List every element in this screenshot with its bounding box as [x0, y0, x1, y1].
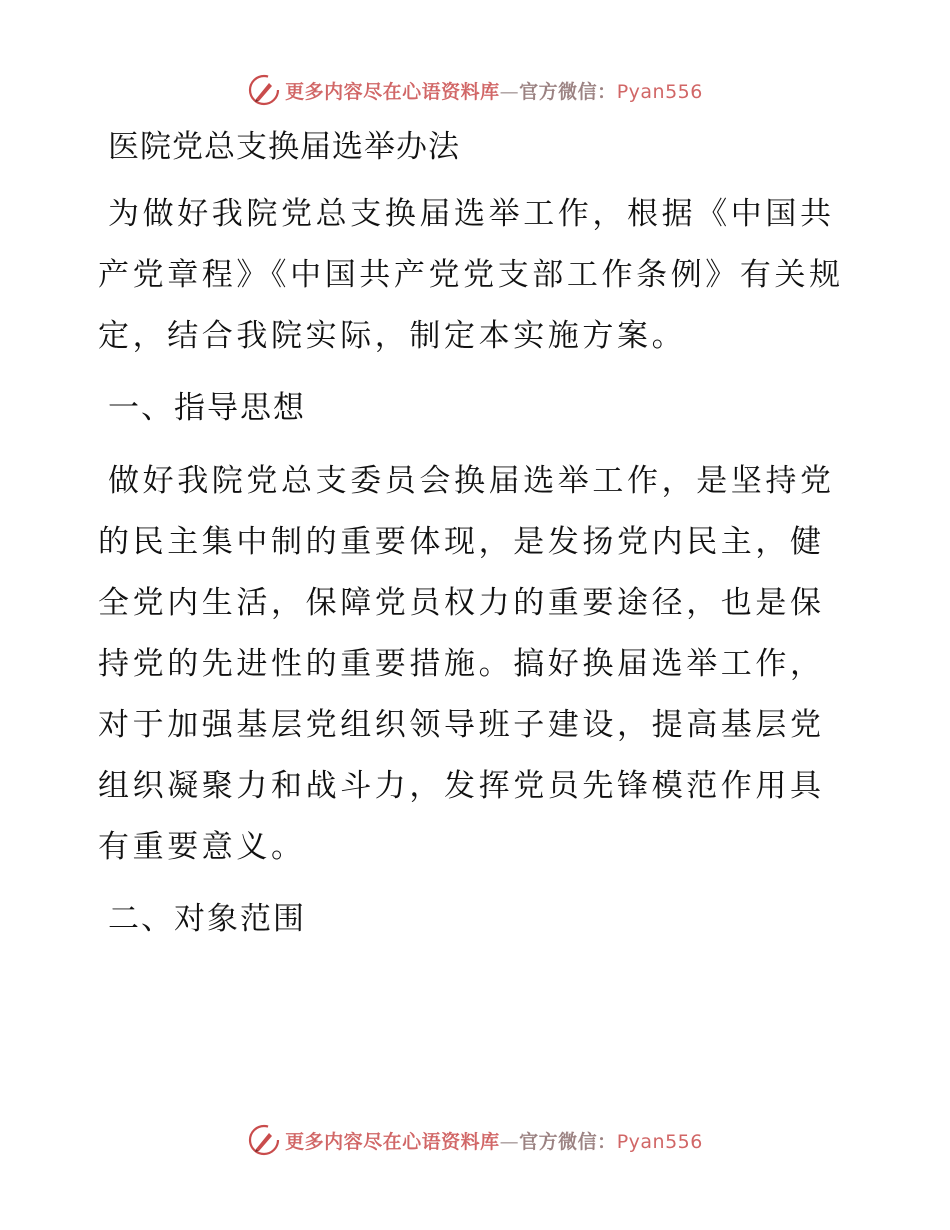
section-heading-scope: 二、对象范围	[108, 901, 306, 937]
watermark-text: 更多内容尽在心语资料库—官方微信：Pyan556	[285, 80, 703, 103]
pen-logo-icon	[247, 73, 281, 107]
guiding-ideology-paragraph: 做好我院党总支委员会换届选举工作，是坚持党的民主集中制的重要体现，是发扬党内民主，健全党内生活，保障党员权力的重要途径，也是保持党的先进性的重要措施。搞好换届选举工作，对于加强基层党组织领导班子建设，提高基层党组织凝聚力和战斗力，发挥党员先锋模范作用具有重要意义。	[98, 463, 835, 865]
pen-logo-icon	[247, 1123, 281, 1157]
section-heading-guiding-ideology: 一、指导思想	[108, 390, 306, 426]
document-title: 医院党总支换届选举办法	[108, 129, 460, 165]
document-body	[98, 118, 858, 962]
footer-watermark	[0, 1120, 950, 1160]
header-watermark	[0, 70, 950, 110]
intro-paragraph: 为做好我院党总支换届选举工作，根据《中国共产党章程》《中国共产党党支部工作条例》有关规定，结合我院实际，制定本实施方案。	[98, 196, 844, 354]
watermark-text: 更多内容尽在心语资料库—官方微信：Pyan556	[285, 1130, 703, 1153]
